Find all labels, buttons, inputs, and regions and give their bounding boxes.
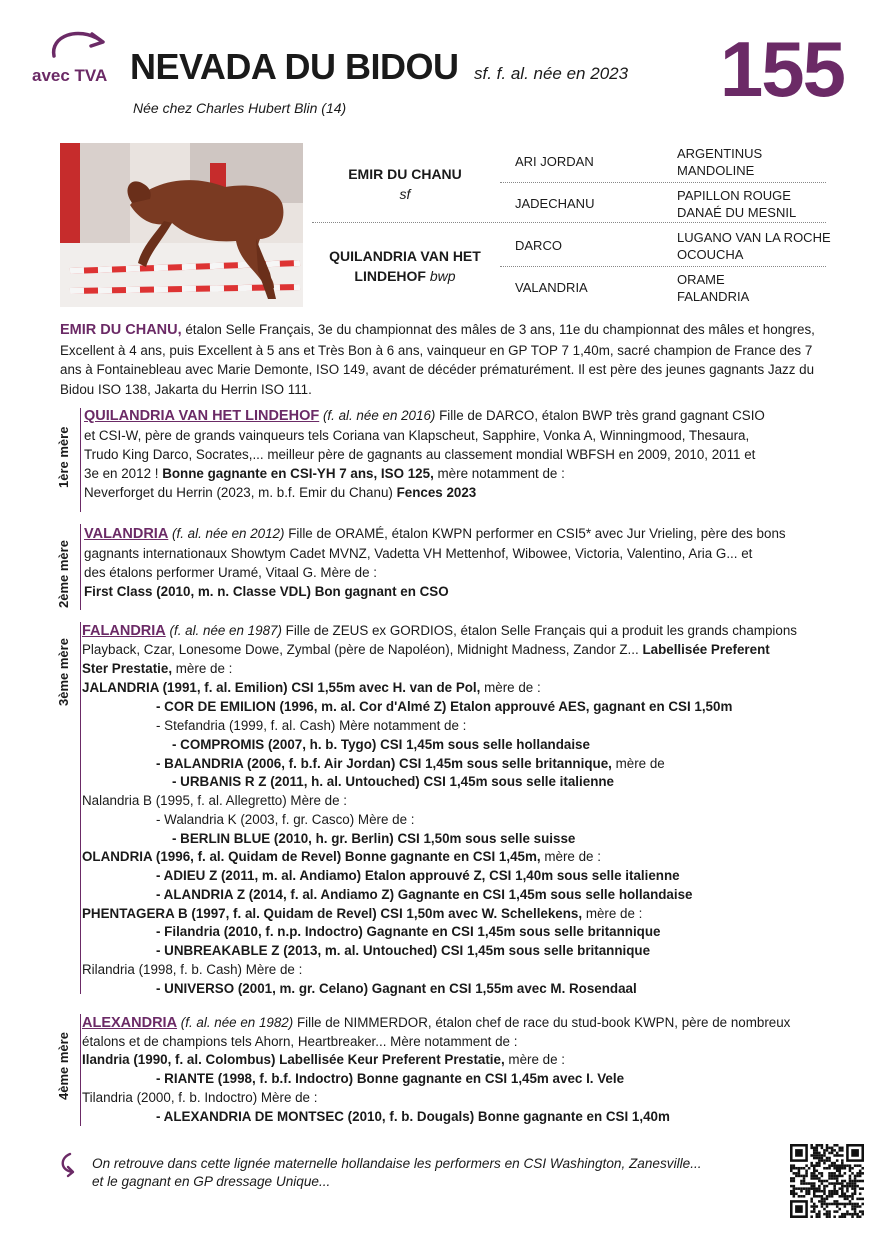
dsd: OCOUCHA (677, 247, 744, 262)
mere3-l3a: Ster Prestatie, (82, 661, 173, 676)
pedigree-divider-main (312, 222, 826, 223)
dds: ORAME (677, 272, 725, 287)
mere3-line3 (82, 659, 232, 678)
mere4-line1 (82, 1013, 790, 1033)
mere4-name: ALEXANDRIA (82, 1015, 178, 1031)
mere1-l5a: Neverforget du Herrin (2023, m. b.f. Emir du Chanu) (84, 485, 397, 500)
horse-photo (60, 143, 303, 307)
mere4-label: 4ème mère (56, 1032, 71, 1100)
dam-name-line1: QUILANDRIA VAN HET (329, 248, 481, 264)
mere3-line1 (82, 621, 797, 641)
mere4-line3 (82, 1050, 565, 1069)
curved-arrow-icon (48, 26, 108, 64)
mere4-l6: - ALEXANDRIA DE MONTSEC (2010, f. b. Dougals) Bonne gagnante en CSI 1,40m (156, 1109, 670, 1124)
mere3-l8b: mère de (611, 756, 665, 771)
mere1-line2: et CSI-W, père de grands vainqueurs tels Coriana van Klapscheut, Sapphire, Vonka A, Winningmood, Thesaura, (84, 428, 750, 443)
mere2-line1 (84, 524, 786, 544)
mere3-l13b: mère de : (540, 849, 601, 864)
sire-desc-name: EMIR DU CHANU, (60, 322, 182, 338)
mere4-line5: Tilandria (2000, f. b. Indoctro) Mère de : (82, 1090, 318, 1105)
mere3-line7 (172, 735, 590, 754)
mere4-l4: - RIANTE (1998, f. b.f. Indoctro) Bonne gagnante en CSI 1,45m avec I. Vele (156, 1071, 625, 1086)
mere3-line16 (82, 904, 642, 923)
mere4-line (80, 1014, 81, 1126)
mere4-info: (f. al. née en 1982) (180, 1015, 294, 1030)
sire-desc-text: étalon Selle Français, 3e du championnat des mâles de 3 ans, 11e du championnat des mâles et hongres, Excellent à 4 ans, puis Excellent à 5 ans et Très Bon à 6 ans, vainqueur en GP TOP 7 1,40m, sacré champion de France des 7 ans à Fontainebleau avec Marie Demonte, ISO 149, avant de décéder prématurément. Il est père des jeunes gagnants Jazz du Bidou ISO 138, Jakarta du Herrin ISO 111. (60, 322, 815, 397)
mere3-line20 (156, 979, 637, 998)
mere4-line2: étalons et de champions tels Ahorn, Heartbreaker... Mère notamment de : (82, 1034, 518, 1049)
mere2-l4: First Class (2010, m. n. Classe VDL) Bon gagnant en CSO (84, 584, 449, 599)
mere1-info: (f. al. née en 2016) (322, 408, 436, 423)
pedigree-divider-dam (500, 266, 826, 267)
sire-description (60, 320, 830, 399)
mere3-line4 (82, 678, 541, 697)
mere3-l12: - BERLIN BLUE (2010, h. gr. Berlin) CSI 1,50m sous selle suisse (172, 831, 576, 846)
mere3-line18 (156, 941, 650, 960)
mere3-l4: JALANDRIA (1991, f. al. Emilion) CSI 1,55m avec H. van de Pol, (82, 680, 481, 695)
pedigree-divider-sire (500, 182, 826, 183)
mere3-l20: - UNIVERSO (2001, m. gr. Celano) Gagnant en CSI 1,55m avec M. Rosendaal (156, 981, 637, 996)
mere4-line6 (156, 1107, 670, 1126)
mere3-l18: - UNBREAKABLE Z (2013, m. al. Untouched) CSI 1,45m sous selle britannique (156, 943, 651, 958)
sire-name: EMIR DU CHANU (348, 166, 462, 182)
mere3-l13: OLANDRIA (1996, f. al. Quidam de Revel) Bonne gagnante en CSI 1,45m, (82, 849, 541, 864)
return-arrow-icon (58, 1152, 80, 1178)
mere3-name: FALANDRIA (82, 623, 166, 639)
footer-note (92, 1155, 702, 1191)
mere3-line6: - Stefandria (1999, f. al. Cash) Mère notamment de : (156, 718, 467, 733)
dss: LUGANO VAN LA ROCHE (677, 230, 831, 245)
mere1-name: QUILANDRIA VAN HET LINDEHOF (84, 408, 320, 424)
mere1-l4a: 3e en 2012 ! (84, 466, 163, 481)
mere1-line4 (84, 464, 565, 483)
mere3-l7: - COMPROMIS (2007, h. b. Tygo) CSI 1,45m sous selle hollandaise (172, 737, 590, 752)
mere3-line9 (172, 772, 614, 791)
mere4-l3b: mère de : (504, 1052, 565, 1067)
mere2-line2: gagnants internationaux Showtym Cadet MVNZ, Vadetta VH Mettenhof, Wibowee, Victoria, Valentino, Aria G... et (84, 546, 753, 561)
mere1-label: 1ère mère (56, 426, 71, 488)
mere2-line4 (84, 582, 449, 601)
mere4-line4 (156, 1069, 624, 1088)
mere1-line (80, 408, 81, 512)
footer-line1: On retrouve dans cette lignée maternelle hollandaise les performers en CSI Washington, Zanesville... (92, 1156, 702, 1171)
mere3-l16b: mère de : (582, 906, 643, 921)
mere2-name: VALANDRIA (84, 526, 169, 542)
breeder-line: Née chez Charles Hubert Blin (14) (133, 100, 347, 116)
mere3-l15: - ALANDRIA Z (2014, f. al. Andiamo Z) Gagnante en CSI 1,45m sous selle hollandaise (156, 887, 693, 902)
sdd: DANAÉ DU MESNIL (677, 205, 797, 220)
ssd: MANDOLINE (677, 163, 755, 178)
dam-studbook: bwp (429, 268, 456, 284)
mere4-text1: Fille de NIMMERDOR, étalon chef de race du stud-book KWPN, père de nombreux (293, 1015, 791, 1030)
mere1-text1: Fille de DARCO, étalon BWP très grand gagnant CSIO (435, 408, 765, 423)
vat-label: avec TVA (32, 66, 108, 85)
mere2-text1: Fille de ORAMÉ, étalon KWPN performer en CSI5* avec Jur Vrieling, père des bons (284, 526, 786, 541)
horse-info: sf. f. al. née en 2023 (474, 64, 629, 83)
mere3-line2 (82, 640, 770, 659)
sire-dam: JADECHANU (515, 196, 595, 211)
mere3-l16: PHENTAGERA B (1997, f. al. Quidam de Revel) CSI 1,50m avec W. Schellekens, (82, 906, 583, 921)
mere2-info: (f. al. née en 2012) (172, 526, 285, 541)
horse-name: NEVADA DU BIDOU (130, 46, 459, 87)
mere3-l8: - BALANDRIA (2006, f. b.f. Air Jordan) CSI 1,45m sous selle britannique, (156, 756, 612, 771)
sire-sire: ARI JORDAN (515, 154, 594, 169)
mere1-l4b: Bonne gagnante en CSI-YH 7 ans, ISO 125, (162, 466, 434, 481)
mere4-l3: Ilandria (1990, f. al. Colombus) Labellisée Keur Preferent Prestatie, (82, 1052, 505, 1067)
mere3-info: (f. al. née en 1987) (169, 623, 282, 638)
sds: PAPILLON ROUGE (677, 188, 791, 203)
mere3-line13 (82, 847, 601, 866)
mere3-label: 3ème mère (56, 638, 71, 706)
mere2-label: 2ème mère (56, 540, 71, 608)
dam-name-rest: LINDEHOF (354, 268, 426, 284)
mere3-l9: - URBANIS R Z (2011, h. al. Untouched) CSI 1,45m sous selle italienne (172, 774, 615, 789)
mere2-line (80, 524, 81, 610)
mere1-l5b: Fences 2023 (396, 485, 477, 500)
mere3-line11: - Walandria K (2003, f. gr. Casco) Mère de : (156, 812, 415, 827)
mere1-line1 (84, 406, 765, 426)
mere3-line17 (156, 922, 660, 941)
mere3-l2b: Labellisée Preferent (642, 642, 770, 657)
mere1-line3: Trudo King Darco, Socrates,... meilleur père de gagnants au classement mondial WBFSH en 2009, 2010, 2011 et (84, 447, 756, 462)
mere3-line12 (172, 829, 575, 848)
dam-name-line2 (312, 268, 498, 284)
mere3-line5 (156, 697, 732, 716)
mere3-l2a: Playback, Czar, Lonesome Dowe, Zymbal (père de Napoléon), Midnight Madness, Zandor Z... (82, 642, 643, 657)
qr-code[interactable] (790, 1144, 864, 1218)
mere3-l5: - COR DE EMILION (1996, m. al. Cor d'Almé Z) Etalon approuvé AES, gagnant en CSI 1,50m (156, 699, 733, 714)
sire-studbook: sf (399, 186, 411, 202)
mere3-line19: Rilandria (1998, f. b. Cash) Mère de : (82, 962, 303, 977)
ddd: FALANDRIA (677, 289, 750, 304)
mere3-l4b: mère de : (480, 680, 541, 695)
mere3-line10: Nalandria B (1995, f. al. Allegretto) Mère de : (82, 793, 347, 808)
mere3-line8 (156, 754, 665, 773)
mere3-l14: - ADIEU Z (2011, m. al. Andiamo) Etalon approuvé Z, CSI 1,40m sous selle italienne (156, 868, 680, 883)
mere2-line3: des étalons performer Uramé, Vitaal G. Mère de : (84, 565, 377, 580)
sss: ARGENTINUS (677, 146, 763, 161)
dam-dam: VALANDRIA (515, 280, 588, 295)
mere3-l17: - Filandria (2010, f. n.p. Indoctro) Gagnante en CSI 1,45m sous selle britannique (156, 924, 661, 939)
mere3-line (80, 622, 81, 994)
mere3-text1: Fille de ZEUS ex GORDIOS, étalon Selle Français qui a produit les grands champions (281, 623, 797, 638)
mere1-line5 (84, 483, 476, 502)
lot-number: 155 (719, 25, 844, 113)
mere3-line15 (156, 885, 693, 904)
mere3-l3b: mère de : (172, 661, 233, 676)
dam-sire: DARCO (515, 238, 562, 253)
mere1-l4c: mère notamment de : (433, 466, 565, 481)
mere3-line14 (156, 866, 680, 885)
footer-line2: et le gagnant en GP dressage Unique... (92, 1174, 331, 1189)
